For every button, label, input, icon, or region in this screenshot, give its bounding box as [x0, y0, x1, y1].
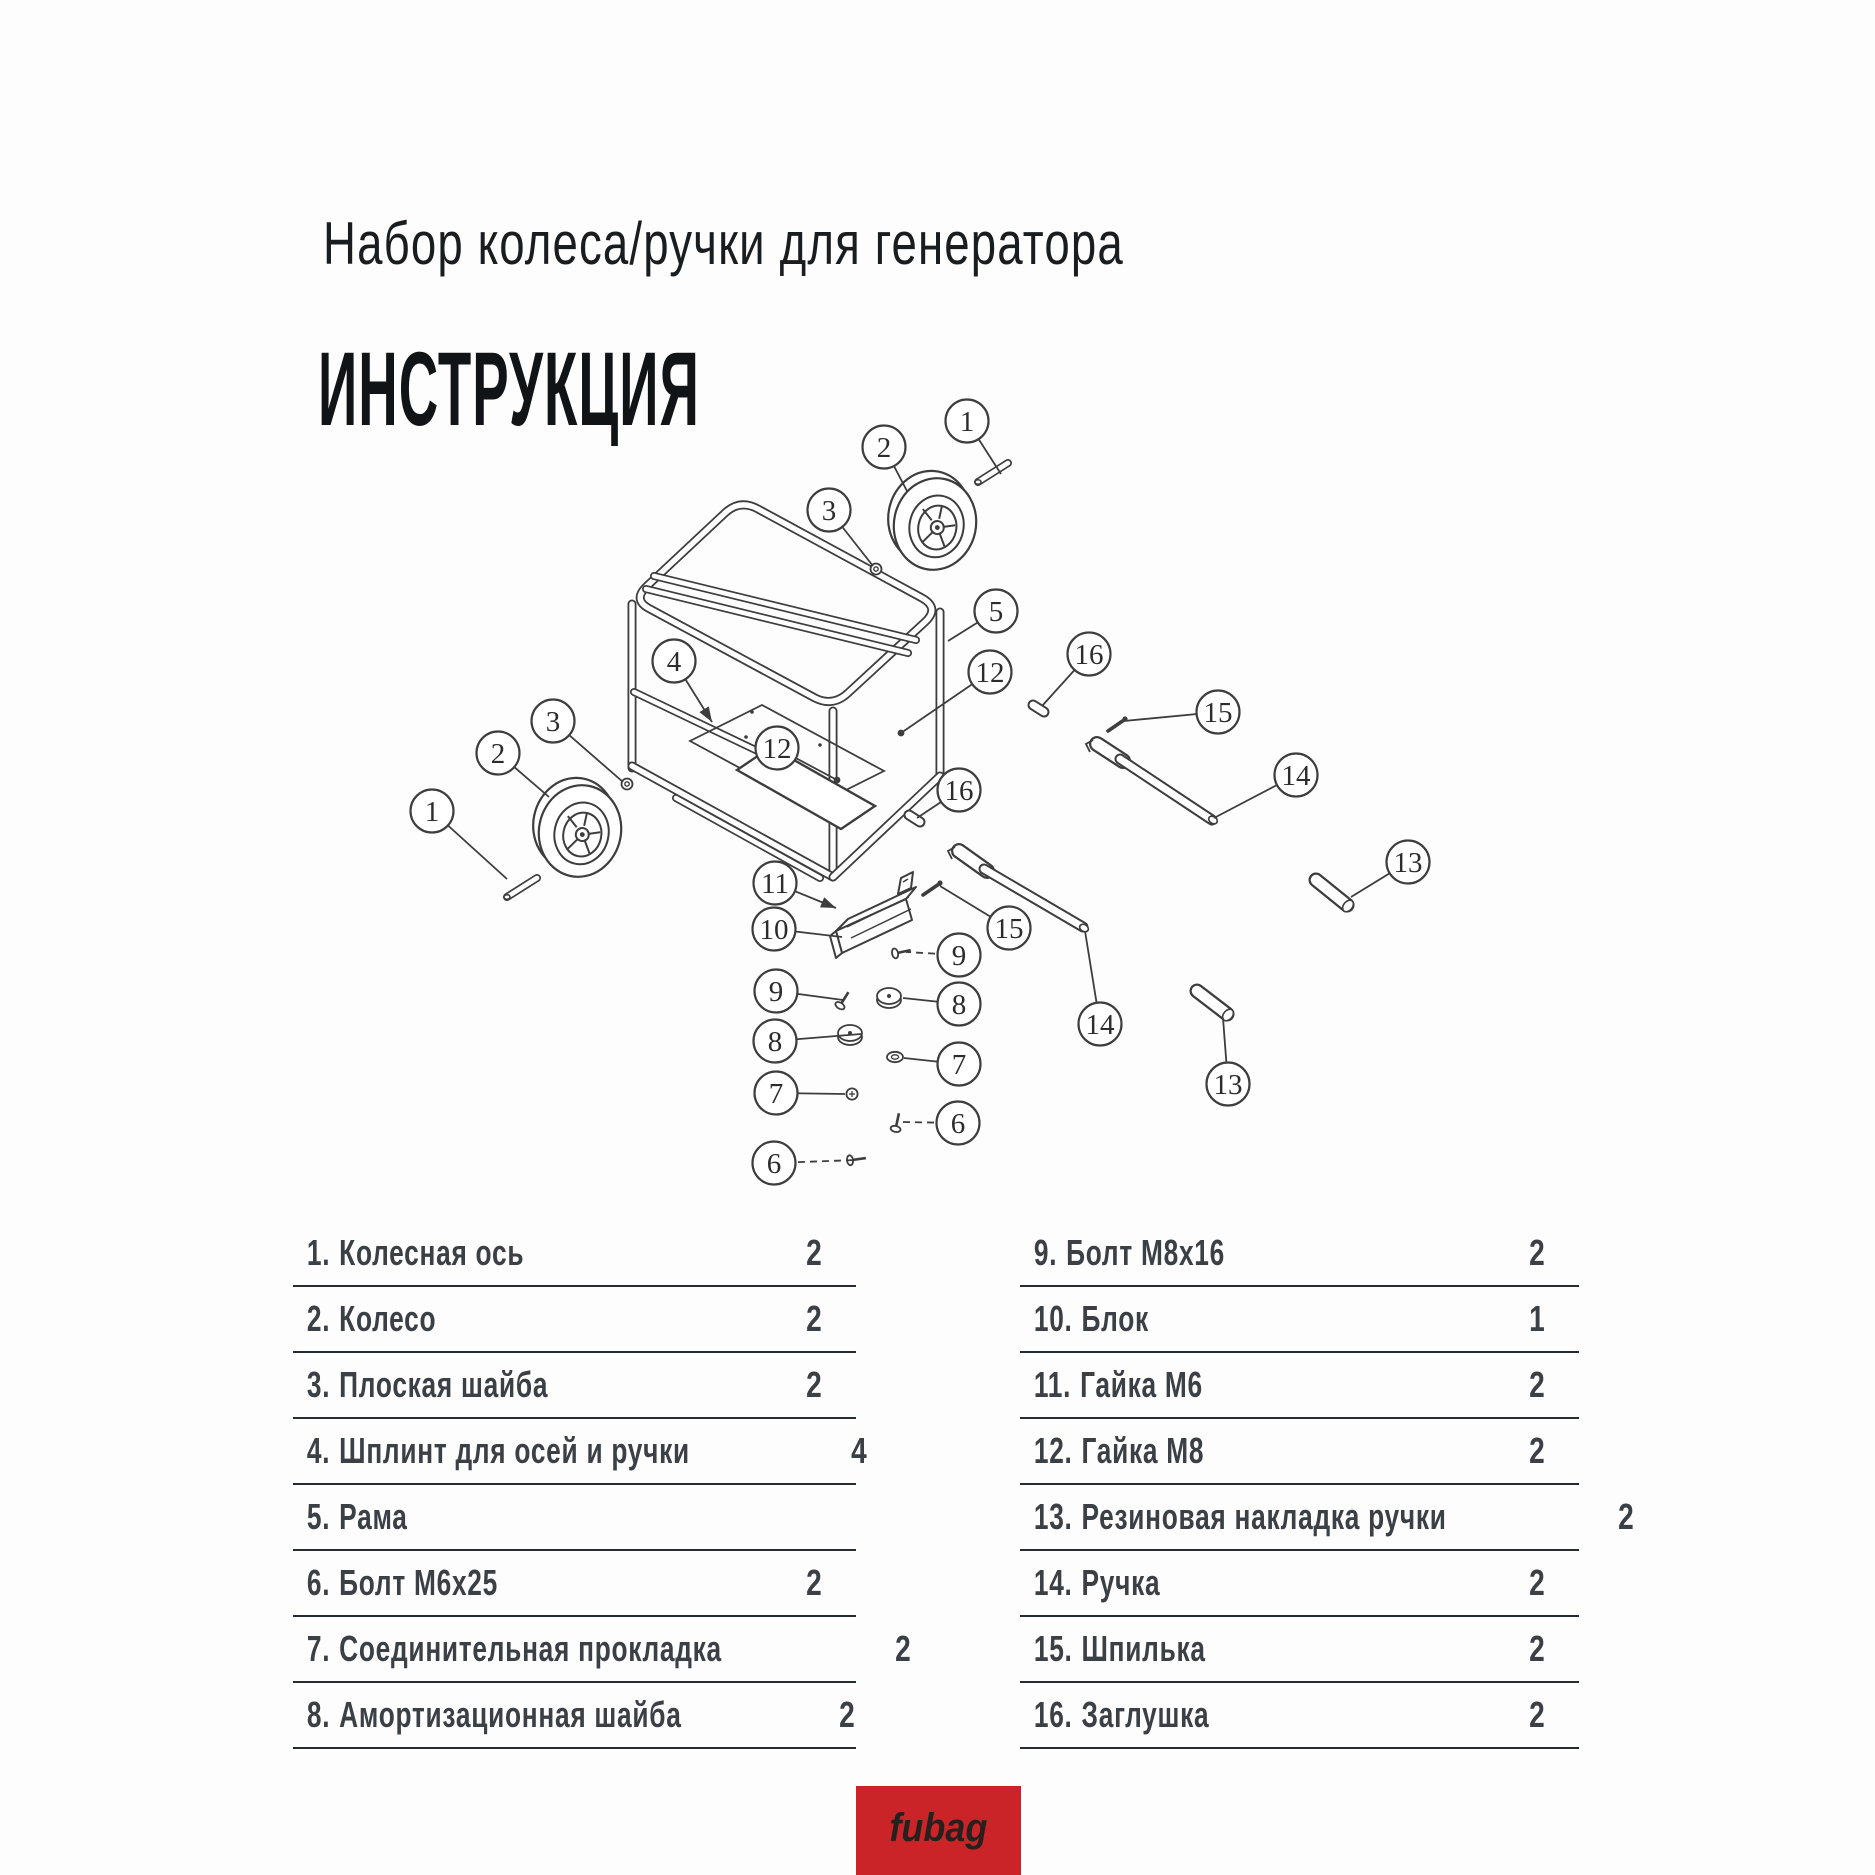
part-row: 9. Болт М8х16 2	[1020, 1221, 1579, 1287]
stud-part-right	[1108, 716, 1128, 731]
callout-number: 13	[1213, 1069, 1243, 1101]
part-row: 4. Шплинт для осей и ручки 4	[293, 1419, 856, 1485]
callout-number: 2	[876, 432, 892, 464]
callout-number: 13	[1393, 847, 1423, 879]
callout-number: 14	[1085, 1009, 1115, 1041]
part-row: 8. Амортизационная шайба 2	[293, 1683, 856, 1749]
part-row: 14. Ручка 2	[1020, 1551, 1579, 1617]
callout-number: 16	[1074, 639, 1104, 671]
axle-part-top	[975, 463, 1008, 484]
frame-part	[632, 505, 940, 878]
bolt-part-6b	[846, 1153, 866, 1166]
page-title: ИНСТРУКЦИЯ	[318, 331, 700, 448]
wheel-part-left	[523, 770, 630, 884]
callout-number: 7	[951, 1049, 967, 1081]
callout-number: 4	[666, 646, 682, 678]
bolt-part-9b	[834, 989, 853, 1010]
callout-number: 6	[950, 1108, 966, 1140]
handle-part-upper	[1086, 740, 1219, 825]
callout-number: 3	[545, 706, 561, 738]
washer-part-left	[622, 779, 633, 790]
grip-part-upper	[1316, 880, 1356, 914]
part-row: 6. Болт М6х25 2	[293, 1551, 856, 1617]
callout-number: 6	[766, 1148, 782, 1180]
part-row: 15. Шпилька 2	[1020, 1617, 1579, 1683]
callout-number: 3	[821, 495, 837, 527]
callout-number: 8	[767, 1026, 783, 1058]
part-row: 5. Рама	[293, 1485, 856, 1551]
part-row: 1. Колесная ось 2	[293, 1221, 856, 1287]
grip-part-lower	[1197, 991, 1236, 1023]
callout-number: 16	[944, 775, 974, 807]
bolt-part-6a	[890, 1112, 904, 1133]
damper-part-a	[877, 988, 901, 1008]
callout-number: 12	[975, 657, 1005, 689]
callout-number: 1	[424, 796, 440, 828]
callout-number: 15	[1203, 697, 1233, 729]
callout-number: 14	[1281, 760, 1311, 792]
callout-number: 9	[951, 940, 967, 972]
callout-number: 10	[759, 914, 789, 946]
callout-number: 2	[490, 738, 506, 770]
part-row: 10. Блок 1	[1020, 1287, 1579, 1353]
fubag-logo	[856, 1786, 1021, 1875]
callout-number: 11	[761, 868, 789, 900]
callout-number: 1	[959, 406, 975, 438]
parts-list-left	[293, 1221, 911, 1749]
gasket-part-a	[887, 1052, 903, 1062]
block-part	[830, 872, 916, 958]
callout-number: 12	[762, 733, 792, 765]
callout-number: 7	[768, 1078, 784, 1110]
wheel-part-top	[878, 463, 985, 577]
part-row: 2. Колесо 2	[293, 1287, 856, 1353]
fubag-logo-text: fubag	[889, 1805, 988, 1850]
gasket-part-b	[846, 1088, 857, 1099]
page-subtitle: Набор колеса/ручки для генератора	[323, 210, 1124, 277]
callout-number: 8	[951, 989, 967, 1021]
part-row: 16. Заглушка 2	[1020, 1683, 1579, 1749]
part-row: 11. Гайка М6 2	[1020, 1353, 1579, 1419]
axle-part-left	[504, 878, 537, 899]
callout-number: 5	[988, 596, 1004, 628]
part-row: 12. Гайка М8 2	[1020, 1419, 1579, 1485]
part-row: 13. Резиновая накладка ручки 2	[1020, 1485, 1579, 1551]
part-row: 3. Плоская шайба 2	[293, 1353, 856, 1419]
callout-number: 9	[768, 976, 784, 1008]
stud-part-center	[923, 880, 943, 895]
parts-list-right	[1020, 1221, 1635, 1749]
callout-number: 15	[994, 913, 1024, 945]
part-row: 7. Соединительная прокладка 2	[293, 1617, 856, 1683]
